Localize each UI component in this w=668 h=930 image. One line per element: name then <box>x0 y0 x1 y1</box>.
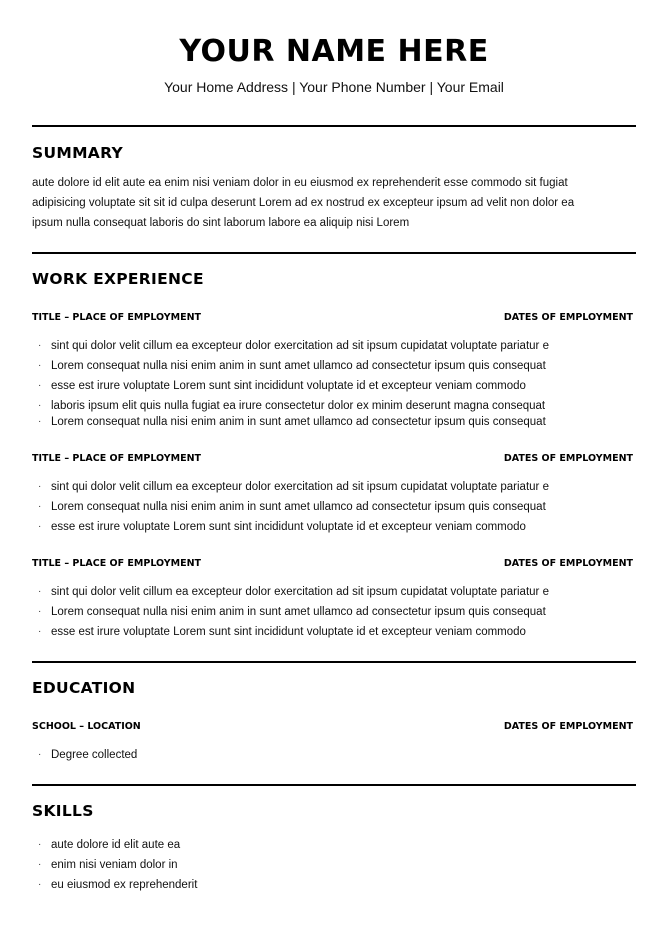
bullet-icon: · <box>38 360 42 371</box>
list-item: · esse est irure voluptate Lorem sunt sint incididunt voluptate id et excepteur veniam commodo <box>38 622 638 642</box>
list-item: · aute dolore id elit aute ea <box>38 835 638 855</box>
job-header <box>32 558 636 572</box>
bullet-icon: · <box>38 380 42 391</box>
contact-line: Your Home Address | Your Phone Number | Your Email <box>164 79 504 95</box>
list-item: · laboris ipsum elit quis nulla fugiat ea irure consectetur dolor ex minim deserunt magna consequat <box>38 396 638 412</box>
job-dates: DATES OF EMPLOYMENT <box>503 453 633 464</box>
bullet-icon: · <box>38 481 42 492</box>
job-header <box>32 453 636 467</box>
bullet-icon: · <box>38 400 42 411</box>
skills-bullet-list <box>38 835 638 895</box>
list-item: · eu eiusmod ex reprehenderit <box>38 875 638 895</box>
bullet-icon: · <box>38 340 42 351</box>
bullet-icon: · <box>38 416 42 427</box>
bullet-icon: · <box>38 839 42 850</box>
list-item: · esse est irure voluptate Lorem sunt sint incididunt voluptate id et excepteur veniam commodo <box>38 376 638 396</box>
bullet-icon: · <box>38 626 42 637</box>
resume-name: YOUR NAME HERE <box>179 34 489 69</box>
job-title: TITLE – PLACE OF EMPLOYMENT <box>32 312 202 323</box>
section-divider <box>32 661 636 663</box>
bullet-icon: · <box>38 606 42 617</box>
summary-line: ipsum nulla consequat laboris do sint laborum labore ea aliquip nisi Lorem <box>32 217 410 229</box>
list-item: · sint qui dolor velit cillum ea excepteur dolor exercitation ad sit ipsum cupidatat voluptate pariatur e <box>38 477 638 497</box>
job-bullet-list <box>38 336 638 432</box>
bullet-icon: · <box>38 521 42 532</box>
job-header <box>32 312 636 326</box>
list-item: · Lorem consequat nulla nisi enim anim in sunt amet ullamco ad consectetur ipsum quis consequat <box>38 412 638 432</box>
list-item: · Lorem consequat nulla nisi enim anim in sunt amet ullamco ad consectetur ipsum quis consequat <box>38 497 638 517</box>
bullet-icon: · <box>38 501 42 512</box>
list-item: · Lorem consequat nulla nisi enim anim in sunt amet ullamco ad consectetur ipsum quis consequat <box>38 602 638 622</box>
summary-text <box>32 173 642 233</box>
section-divider <box>32 784 636 786</box>
education-dates: DATES OF EMPLOYMENT <box>503 721 633 732</box>
section-divider <box>32 125 636 127</box>
list-item: · esse est irure voluptate Lorem sunt sint incididunt voluptate id et excepteur veniam commodo <box>38 517 638 537</box>
summary-heading: SUMMARY <box>32 144 124 162</box>
bullet-icon: · <box>38 879 42 890</box>
list-item: · sint qui dolor velit cillum ea excepteur dolor exercitation ad sit ipsum cupidatat voluptate pariatur e <box>38 336 638 356</box>
list-item: · enim nisi veniam dolor in <box>38 855 638 875</box>
job-title: TITLE – PLACE OF EMPLOYMENT <box>32 453 202 464</box>
bullet-icon: · <box>38 859 42 870</box>
job-title: TITLE – PLACE OF EMPLOYMENT <box>32 558 202 569</box>
job-bullet-list <box>38 477 638 537</box>
job-dates: DATES OF EMPLOYMENT <box>503 312 633 323</box>
education-header <box>32 721 636 735</box>
bullet-icon: · <box>38 749 42 760</box>
list-item: · sint qui dolor velit cillum ea excepteur dolor exercitation ad sit ipsum cupidatat voluptate pariatur e <box>38 582 638 602</box>
education-bullet-list <box>38 745 638 765</box>
work-experience-heading: WORK EXPERIENCE <box>32 270 204 288</box>
school-location: SCHOOL – LOCATION <box>32 721 141 732</box>
job-dates: DATES OF EMPLOYMENT <box>503 558 633 569</box>
list-item: · Lorem consequat nulla nisi enim anim in sunt amet ullamco ad consectetur ipsum quis consequat <box>38 356 638 376</box>
list-item: · Degree collected <box>38 745 638 765</box>
bullet-icon: · <box>38 586 42 597</box>
skills-heading: SKILLS <box>32 802 94 820</box>
education-heading: EDUCATION <box>32 679 136 697</box>
section-divider <box>32 252 636 254</box>
summary-line: aute dolore id elit aute ea enim nisi veniam dolor in eu eiusmod ex reprehenderit esse commodo sit fugiat <box>32 177 568 189</box>
summary-line: adipisicing voluptate sit sit id culpa deserunt Lorem ad ex nostrud ex excepteur ipsum ad velit non dolor ea <box>32 197 575 209</box>
job-bullet-list <box>38 582 638 642</box>
